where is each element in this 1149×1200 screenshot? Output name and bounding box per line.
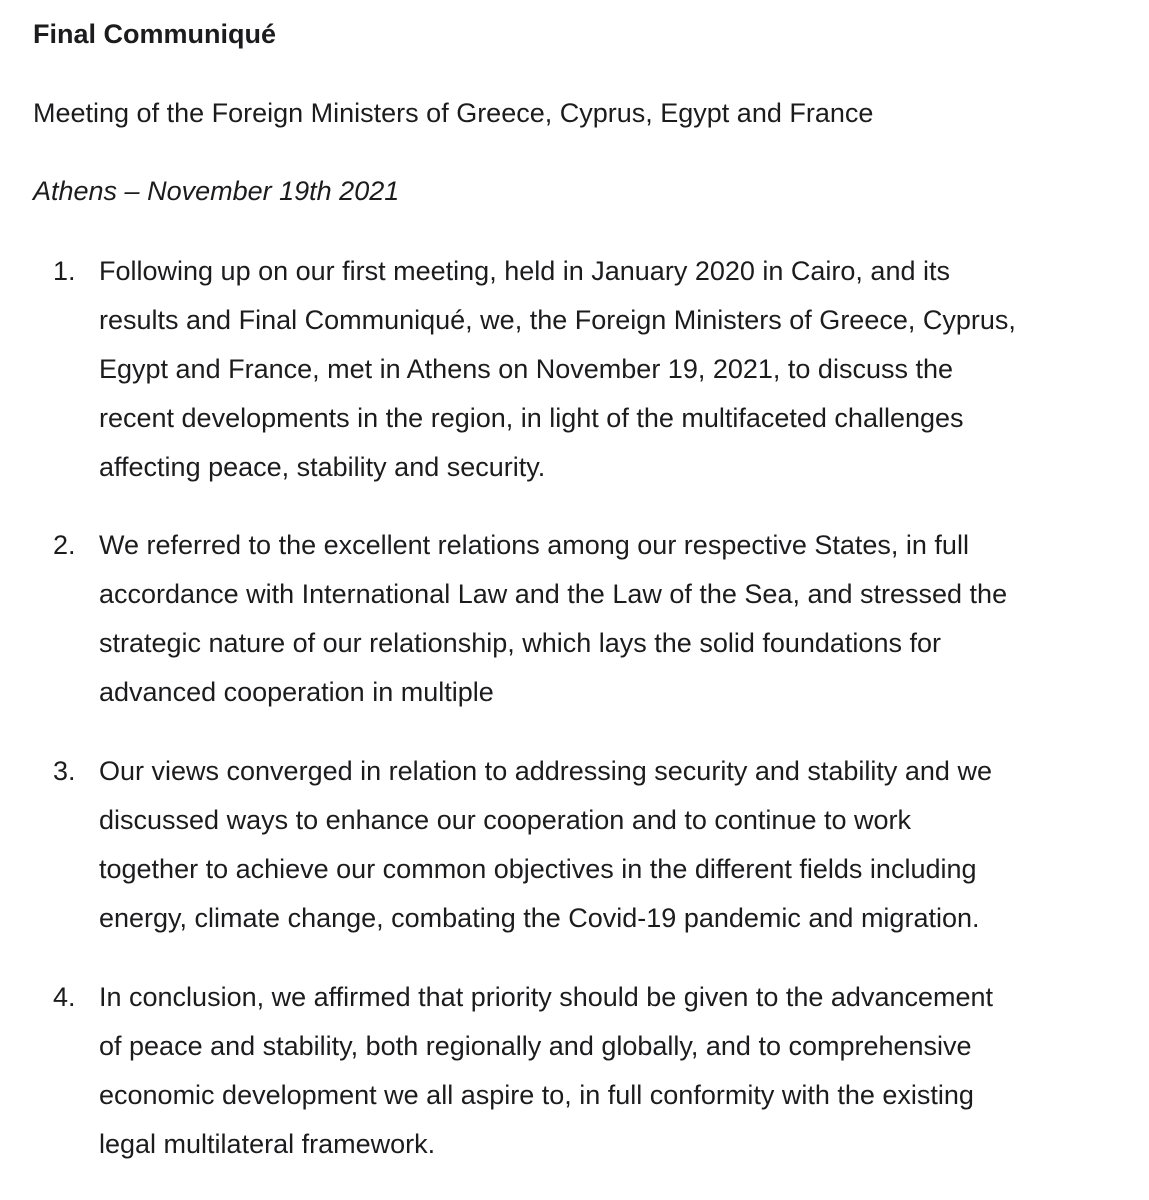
list-item-number: 3.: [53, 756, 76, 786]
text-line: strategic nature of our relationship, which lays the solid foundations for: [99, 628, 941, 658]
text-line: of peace and stability, both regionally and globally, and to comprehensive: [99, 1031, 972, 1061]
list-item-text: [99, 247, 1124, 492]
text-line: recent developments in the region, in light of the multifaceted challenges: [99, 403, 964, 433]
document-title: Final Communiqué: [33, 19, 276, 49]
list-item-number: 4.: [53, 982, 76, 1012]
document-subtitle: Meeting of the Foreign Ministers of Greece, Cyprus, Egypt and France: [33, 98, 874, 128]
list-item-text: [99, 521, 1124, 717]
text-line: together to achieve our common objectives in the different fields including: [99, 854, 977, 884]
place-and-date: Athens – November 19th 2021: [33, 176, 400, 206]
text-line: Following up on our first meeting, held in January 2020 in Cairo, and its: [99, 256, 950, 286]
text-line: energy, climate change, combating the Covid-19 pandemic and migration.: [99, 903, 980, 933]
list-item-text: [99, 747, 1124, 943]
text-line: Egypt and France, met in Athens on November 19, 2021, to discuss the: [99, 354, 953, 384]
list-item-number: 2.: [53, 530, 76, 560]
text-line: In conclusion, we affirmed that priority should be given to the advancement: [99, 982, 994, 1012]
list-item-number: 1.: [53, 256, 76, 286]
text-line: legal multilateral framework.: [99, 1129, 436, 1159]
list-item-text: [99, 973, 1124, 1169]
text-line: discussed ways to enhance our cooperation and to continue to work: [99, 805, 912, 835]
text-line: advanced cooperation in multiple: [99, 677, 494, 707]
text-line: We referred to the excellent relations among our respective States, in full: [99, 530, 969, 560]
text-line: economic development we all aspire to, in full conformity with the existing: [99, 1080, 974, 1110]
text-line: affecting peace, stability and security.: [99, 452, 546, 482]
text-line: Our views converged in relation to addressing security and stability and we: [99, 756, 992, 786]
text-line: accordance with International Law and the Law of the Sea, and stressed the: [99, 579, 1008, 609]
text-line: results and Final Communiqué, we, the Foreign Ministers of Greece, Cyprus,: [99, 305, 1016, 335]
